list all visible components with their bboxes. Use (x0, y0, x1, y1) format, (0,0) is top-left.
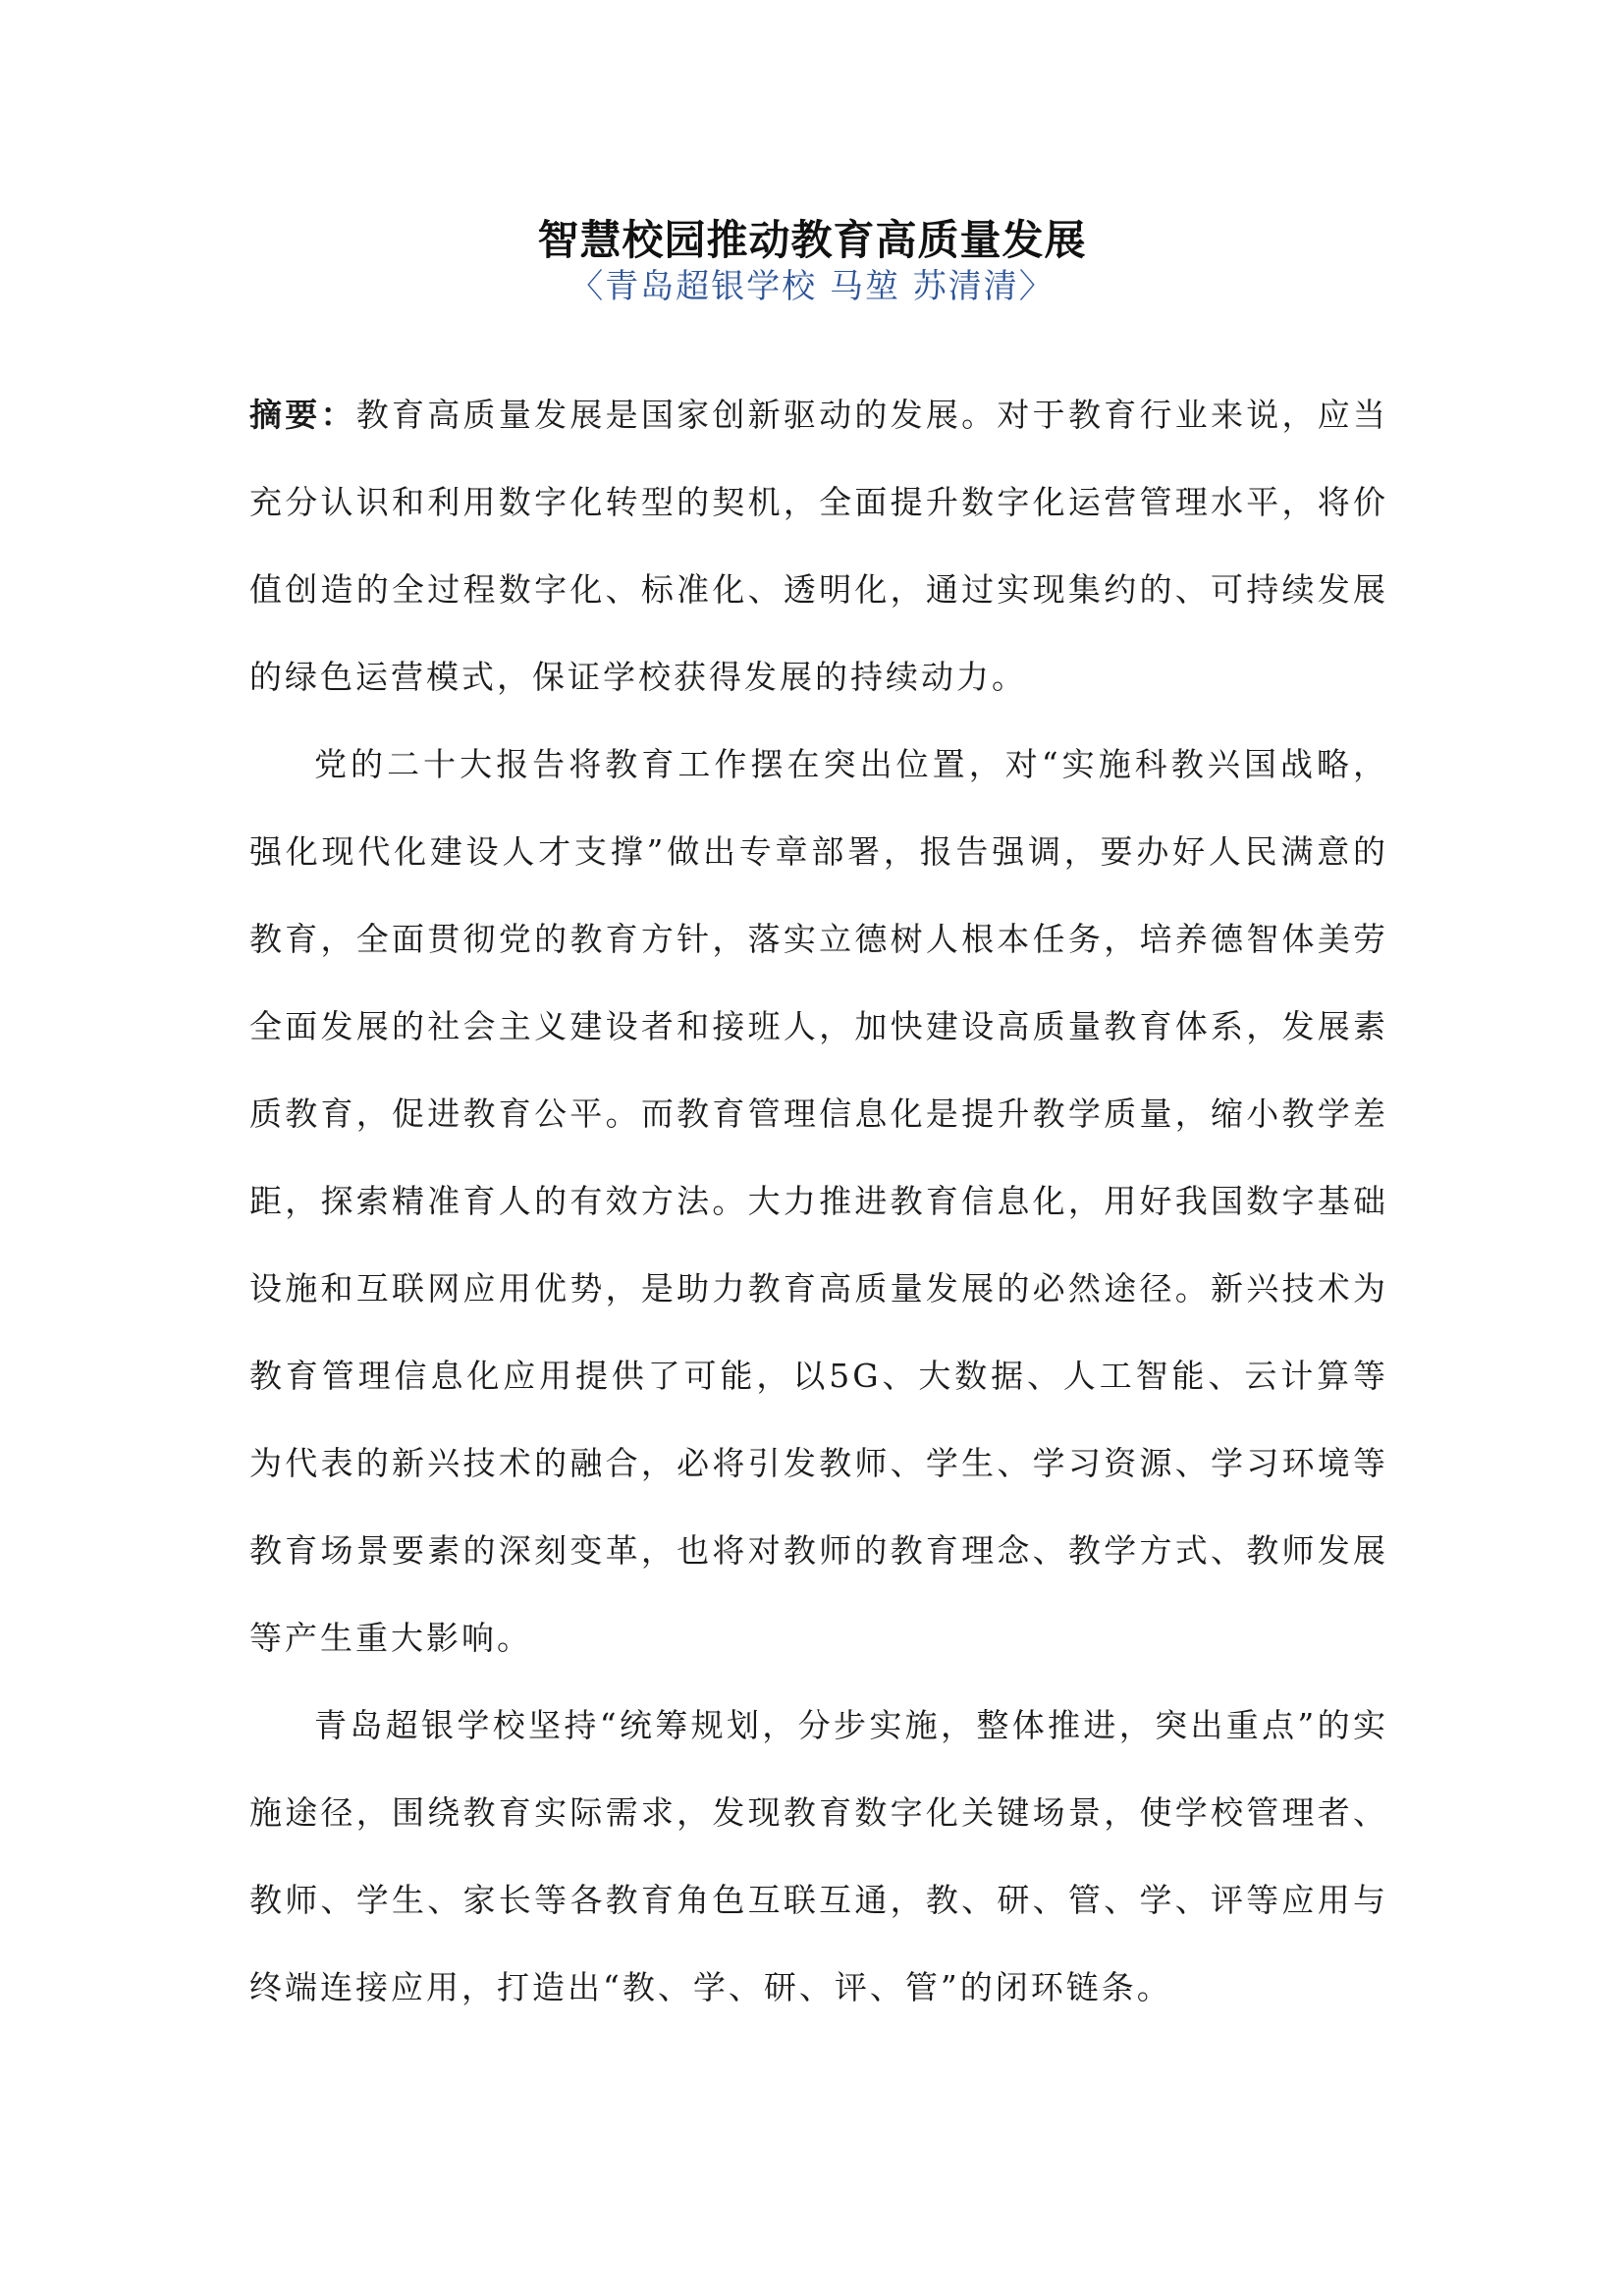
abstract-text: 教育高质量发展是国家创新驱动的发展。对于教育行业来说，应当充分认识和利用数字化转型的契机，全面提升数字化运营管理水平，将价值创造的全过程数字化、标准化、透明化，通过实现集约的、可持续发展的绿色运营模式，保证学校获得发展的持续动力。 (249, 396, 1389, 696)
abstract-label: 摘要： (249, 396, 356, 434)
abstract-paragraph (249, 371, 1388, 721)
body-paragraph-2: 青岛超银学校坚持“统筹规划，分步实施，整体推进，突出重点”的实施途径，围绕教育实际需求，发现教育数字化关键场景，使学校管理者、教师、学生、家长等各教育角色互联互通，教、研、管、学、评等应用与终端连接应用，打造出“教、学、研、评、管”的闭环链条。 (249, 1706, 1388, 2006)
document-title: 智慧校园推动教育高质量发展 (537, 216, 1087, 264)
document-authors: 〈青岛超银学校 马堃 苏清清〉 (569, 267, 1055, 306)
body-paragraph-1: 党的二十大报告将教育工作摆在突出位置，对“实施科教兴国战略，强化现代化建设人才支撑”做出专章部署，报告强调，要办好人民满意的教育，全面贯彻党的教育方针，落实立德树人根本任务，培养德智体美劳全面发展的社会主义建设者和接班人，加快建设高质量教育体系，发展素质教育，促进教育公平。而教育管理信息化是提升教学质量，缩小教学差距，探索精准育人的有效方法。大力推进教育信息化，用好我国数字基础设施和互联网应用优势，是助力教育高质量发展的必然途径。新兴技术为教育管理信息化应用提供了可能，以5G、大数据、人工智能、云计算等为代表的新兴技术的融合，必将引发教师、学生、学习资源、学习环境等教育场景要素的深刻变革，也将对教师的教育理念、教学方式、教师发展等产生重大影响。 (249, 745, 1388, 1657)
document-body (249, 371, 1388, 2031)
